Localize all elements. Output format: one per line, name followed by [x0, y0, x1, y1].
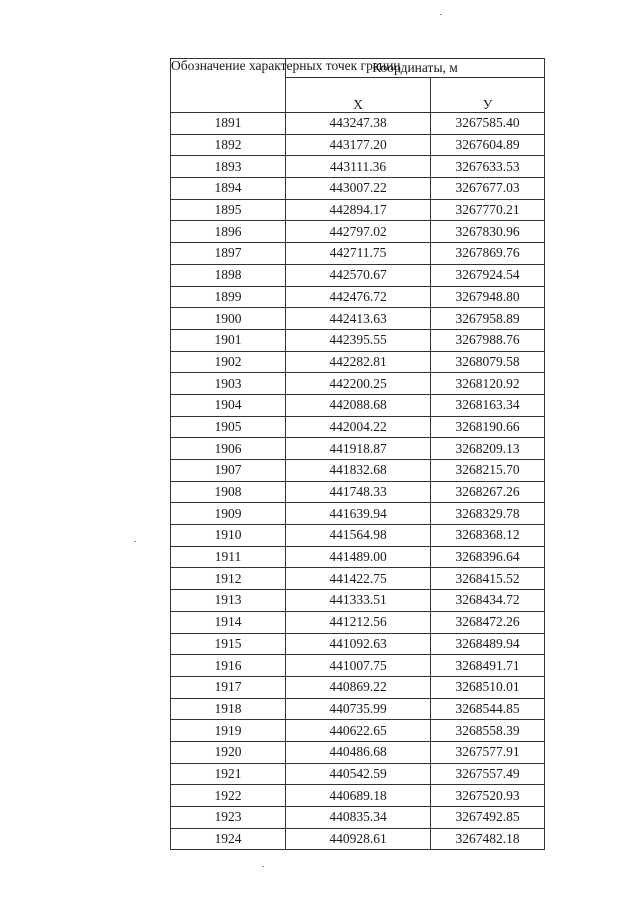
scan-speck [262, 866, 264, 867]
x-coordinate-cell: 441918.87 [286, 438, 431, 460]
x-coordinate-cell: 442711.75 [286, 243, 431, 265]
y-coordinate-cell: 3267557.49 [431, 763, 545, 785]
y-coordinate-cell: 3268558.39 [431, 720, 545, 742]
x-coordinate-cell: 442570.67 [286, 264, 431, 286]
point-id-cell: 1902 [171, 351, 286, 373]
y-coordinate-cell: 3267492.85 [431, 807, 545, 829]
x-coordinate-cell: 441422.75 [286, 568, 431, 590]
point-id-cell: 1905 [171, 416, 286, 438]
table-header [171, 59, 545, 113]
y-coordinate-cell: 3267677.03 [431, 178, 545, 200]
table-row [171, 221, 545, 243]
y-coordinate-cell: 3267830.96 [431, 221, 545, 243]
table-row [171, 807, 545, 829]
y-coordinate-cell: 3267869.76 [431, 243, 545, 265]
x-coordinate-cell: 440735.99 [286, 698, 431, 720]
point-id-cell: 1896 [171, 221, 286, 243]
table-row [171, 460, 545, 482]
x-coordinate-cell: 441489.00 [286, 546, 431, 568]
table-row [171, 308, 545, 330]
x-coordinate-cell: 441748.33 [286, 481, 431, 503]
point-id-cell: 1895 [171, 199, 286, 221]
y-coordinate-cell: 3267520.93 [431, 785, 545, 807]
y-coordinate-cell: 3267604.89 [431, 134, 545, 156]
table-row [171, 546, 545, 568]
y-coordinate-cell: 3267482.18 [431, 828, 545, 850]
point-id-cell: 1919 [171, 720, 286, 742]
table-row [171, 785, 545, 807]
point-id-cell: 1901 [171, 329, 286, 351]
table-row [171, 481, 545, 503]
x-coordinate-cell: 443177.20 [286, 134, 431, 156]
coordinates-table [170, 58, 545, 850]
y-header: У [431, 78, 545, 113]
x-coordinate-cell: 442476.72 [286, 286, 431, 308]
point-id-cell: 1911 [171, 546, 286, 568]
point-id-cell: 1909 [171, 503, 286, 525]
y-coordinate-cell: 3268267.26 [431, 481, 545, 503]
y-coordinate-cell: 3268396.64 [431, 546, 545, 568]
x-coordinate-cell: 441639.94 [286, 503, 431, 525]
point-id-cell: 1898 [171, 264, 286, 286]
y-coordinate-cell: 3268215.70 [431, 460, 545, 482]
x-coordinate-cell: 440542.59 [286, 763, 431, 785]
point-id-cell: 1893 [171, 156, 286, 178]
point-id-cell: 1913 [171, 590, 286, 612]
x-coordinate-cell: 443247.38 [286, 113, 431, 135]
x-coordinate-cell: 442004.22 [286, 416, 431, 438]
x-coordinate-cell: 442413.63 [286, 308, 431, 330]
x-coordinate-cell: 440869.22 [286, 676, 431, 698]
y-coordinate-cell: 3267958.89 [431, 308, 545, 330]
x-coordinate-cell: 443007.22 [286, 178, 431, 200]
point-id-cell: 1897 [171, 243, 286, 265]
table-row [171, 156, 545, 178]
table-row [171, 720, 545, 742]
table-row [171, 351, 545, 373]
point-id-cell: 1891 [171, 113, 286, 135]
table-row [171, 416, 545, 438]
x-coordinate-cell: 441212.56 [286, 611, 431, 633]
x-coordinate-cell: 441333.51 [286, 590, 431, 612]
coordinates-header: Координаты, м [286, 59, 545, 78]
table-row [171, 286, 545, 308]
x-coordinate-cell: 440835.34 [286, 807, 431, 829]
y-coordinate-cell: 3268209.13 [431, 438, 545, 460]
y-coordinate-cell: 3268120.92 [431, 373, 545, 395]
point-id-cell: 1904 [171, 394, 286, 416]
table-row [171, 741, 545, 763]
x-header: X [286, 78, 431, 113]
table-row [171, 199, 545, 221]
table-row [171, 590, 545, 612]
point-id-cell: 1906 [171, 438, 286, 460]
point-id-cell: 1918 [171, 698, 286, 720]
point-id-cell: 1923 [171, 807, 286, 829]
table-row [171, 676, 545, 698]
y-coordinate-cell: 3267577.91 [431, 741, 545, 763]
point-id-cell: 1916 [171, 655, 286, 677]
x-coordinate-cell: 442395.55 [286, 329, 431, 351]
table-row [171, 134, 545, 156]
y-coordinate-cell: 3268079.58 [431, 351, 545, 373]
y-coordinate-cell: 3268163.34 [431, 394, 545, 416]
y-coordinate-cell: 3268491.71 [431, 655, 545, 677]
x-coordinate-cell: 443111.36 [286, 156, 431, 178]
y-coordinate-cell: 3268415.52 [431, 568, 545, 590]
scan-speck [440, 14, 442, 15]
table-row [171, 178, 545, 200]
table-row [171, 503, 545, 525]
y-coordinate-cell: 3267988.76 [431, 329, 545, 351]
y-coordinate-cell: 3268329.78 [431, 503, 545, 525]
point-id-cell: 1922 [171, 785, 286, 807]
point-id-cell: 1900 [171, 308, 286, 330]
y-coordinate-cell: 3268434.72 [431, 590, 545, 612]
scan-speck [134, 541, 136, 542]
table-row [171, 633, 545, 655]
point-id-cell: 1917 [171, 676, 286, 698]
point-id-cell: 1907 [171, 460, 286, 482]
point-id-cell: 1908 [171, 481, 286, 503]
point-id-cell: 1894 [171, 178, 286, 200]
x-coordinate-cell: 440928.61 [286, 828, 431, 850]
designation-header: Обозначение характерных точек границ [171, 59, 286, 113]
x-coordinate-cell: 441092.63 [286, 633, 431, 655]
point-id-cell: 1914 [171, 611, 286, 633]
table-row [171, 568, 545, 590]
x-coordinate-cell: 441832.68 [286, 460, 431, 482]
table-row [171, 113, 545, 135]
point-id-cell: 1899 [171, 286, 286, 308]
y-coordinate-cell: 3267633.53 [431, 156, 545, 178]
point-id-cell: 1903 [171, 373, 286, 395]
y-coordinate-cell: 3267770.21 [431, 199, 545, 221]
y-coordinate-cell: 3268190.66 [431, 416, 545, 438]
x-coordinate-cell: 440689.18 [286, 785, 431, 807]
table-row [171, 394, 545, 416]
y-coordinate-cell: 3268510.01 [431, 676, 545, 698]
point-id-cell: 1912 [171, 568, 286, 590]
table-row [171, 438, 545, 460]
table-row [171, 611, 545, 633]
table-body [171, 113, 545, 850]
x-coordinate-cell: 442088.68 [286, 394, 431, 416]
table-row [171, 373, 545, 395]
y-coordinate-cell: 3268368.12 [431, 525, 545, 547]
table-row [171, 763, 545, 785]
table-row [171, 525, 545, 547]
y-coordinate-cell: 3267948.80 [431, 286, 545, 308]
x-coordinate-cell: 441007.75 [286, 655, 431, 677]
table-row [171, 698, 545, 720]
table-row [171, 243, 545, 265]
table-row [171, 828, 545, 850]
x-coordinate-cell: 440486.68 [286, 741, 431, 763]
y-coordinate-cell: 3268544.85 [431, 698, 545, 720]
point-id-cell: 1915 [171, 633, 286, 655]
table-row [171, 329, 545, 351]
point-id-cell: 1910 [171, 525, 286, 547]
point-id-cell: 1920 [171, 741, 286, 763]
point-id-cell: 1921 [171, 763, 286, 785]
x-coordinate-cell: 442797.02 [286, 221, 431, 243]
x-coordinate-cell: 442200.25 [286, 373, 431, 395]
y-coordinate-cell: 3268489.94 [431, 633, 545, 655]
x-coordinate-cell: 442894.17 [286, 199, 431, 221]
point-id-cell: 1892 [171, 134, 286, 156]
y-coordinate-cell: 3268472.26 [431, 611, 545, 633]
y-coordinate-cell: 3267585.40 [431, 113, 545, 135]
table-row [171, 655, 545, 677]
x-coordinate-cell: 441564.98 [286, 525, 431, 547]
y-coordinate-cell: 3267924.54 [431, 264, 545, 286]
point-id-cell: 1924 [171, 828, 286, 850]
x-coordinate-cell: 442282.81 [286, 351, 431, 373]
x-coordinate-cell: 440622.65 [286, 720, 431, 742]
table-row [171, 264, 545, 286]
